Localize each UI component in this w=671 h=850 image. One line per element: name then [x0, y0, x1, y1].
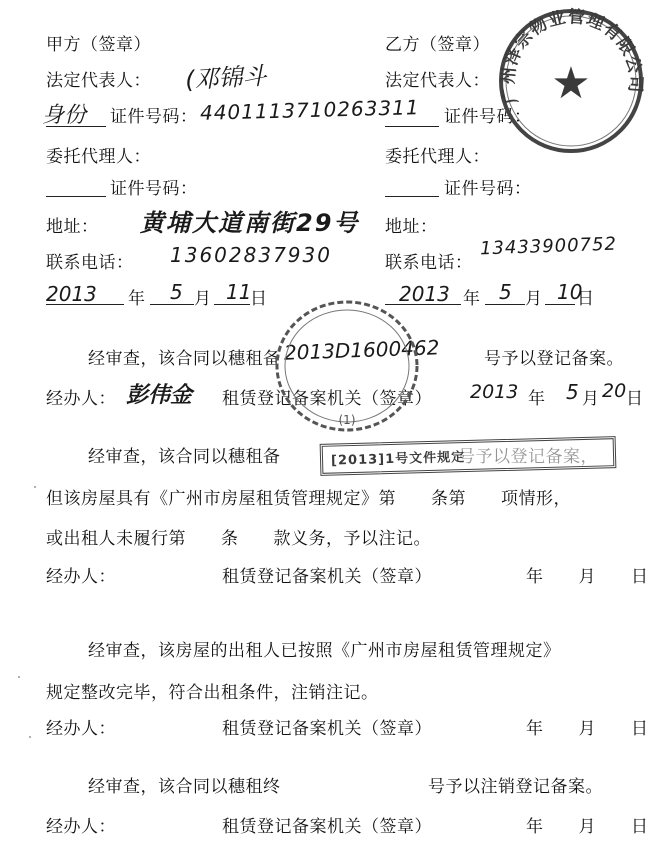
section4-text-after: 号予以注销登记备案。: [428, 777, 603, 797]
section1-date-unit-day: 日: [626, 389, 644, 409]
section2-date: 年 月 日: [526, 567, 649, 587]
party-a-date-unit-day: 日: [250, 289, 268, 309]
section4-text-before: 经审查，该合同以穗租终: [88, 777, 281, 797]
party-a-agent-id-type-underline: [46, 196, 106, 197]
party-a-legal-rep-signature: (邓锦斗: [184, 61, 268, 95]
party-a-id-type-handwritten: 身份: [42, 103, 87, 128]
party-a-date-month-line: [150, 304, 194, 305]
registration-round-seal: [272, 296, 422, 436]
party-a-label: 甲方（签章）: [46, 35, 151, 55]
party-b-phone-label: 联系电话：: [385, 253, 473, 273]
party-a-id-label: 证件号码：: [110, 107, 198, 127]
party-a-id-type-underline: [46, 126, 106, 127]
section3-date: 年 月 日: [526, 719, 649, 739]
party-b-date-day-line: [545, 304, 575, 305]
scan-speck: [29, 736, 31, 738]
section1-text-before: 经审查，该合同以穗租备: [88, 349, 281, 369]
scan-speck: [18, 676, 20, 678]
party-b-agent-label: 委托代理人：: [385, 147, 490, 167]
party-b-address-label: 地址：: [385, 217, 438, 237]
party-a-date-year: 2013: [46, 282, 97, 306]
party-a-date-year-line: [46, 304, 124, 305]
party-a-address-value: 黄埔大道南街29号: [140, 209, 360, 237]
section3-line1: 经审查，该房屋的出租人已按照《广州市房屋租赁管理规定》: [88, 641, 561, 661]
party-a-date-unit-month: 月: [194, 289, 212, 309]
party-a-agent-id-label: 证件号码：: [110, 179, 198, 199]
section1-handwritten-number: 2013D1600462: [283, 335, 440, 365]
party-b-date-month: 5: [499, 280, 512, 304]
party-b-agent-id-label: 证件号码：: [444, 179, 532, 199]
company-seal-star-icon: ★: [551, 58, 591, 109]
party-a-id-value: 4401113710263311: [199, 95, 420, 125]
section1-authority: 租赁登记备案机关（签章）: [222, 389, 432, 409]
section3-line2: 规定整改完毕，符合出租条件，注销注记。: [46, 683, 379, 703]
section1-text-after: 号予以登记备案。: [484, 349, 624, 369]
section1-date-month: 5: [566, 380, 579, 404]
section4-line1: [88, 772, 658, 800]
registration-rect-stamp-text: [2013]1号文件规定: [330, 450, 466, 469]
party-b-id-label: 证件号码：: [444, 107, 532, 127]
party-b-date-year: 2013: [399, 282, 450, 306]
party-a-address-label: 地址：: [46, 217, 99, 237]
section1-date-day: 20: [602, 380, 627, 402]
party-b-date-unit-year: 年: [463, 289, 481, 309]
party-a-phone-value: 13602837930: [170, 243, 332, 267]
party-a-date-month: 5: [170, 280, 183, 304]
company-seal: [496, 6, 646, 156]
section3-handler-label: 经办人：: [46, 719, 116, 739]
section2-text-before: 经审查，该合同以穗租备: [88, 447, 281, 467]
scan-speck: [34, 486, 36, 488]
party-b-date-unit-month: 月: [525, 289, 543, 309]
section1-handler-label: 经办人：: [46, 389, 116, 409]
party-a-phone-label: 联系电话：: [46, 253, 134, 273]
section1-date-unit-year: 年: [528, 389, 546, 409]
party-a-date-day: 11: [226, 280, 252, 304]
registration-round-seal-number: (1): [338, 413, 356, 427]
party-b-legal-rep-label: 法定代表人：: [385, 71, 490, 91]
party-b-date-unit-day: 日: [577, 289, 595, 309]
section1-date-unit-month: 月: [582, 389, 600, 409]
section3-authority: 租赁登记备案机关（签章）: [222, 719, 432, 739]
party-b-date-month-line: [485, 304, 525, 305]
company-seal-text: 广州泽宗物业管理有限公司: [498, 7, 646, 106]
section4-date: 年 月 日: [526, 817, 649, 837]
party-b-label: 乙方（签章）: [385, 35, 490, 55]
section4-authority: 租赁登记备案机关（签章）: [222, 817, 432, 837]
party-b-phone-value: 13433900752: [479, 233, 618, 260]
section2-line2: 但该房屋具有《广州市房屋租赁管理规定》第 条第 项情形，: [46, 489, 571, 509]
party-a-agent-label: 委托代理人：: [46, 147, 151, 167]
section2-line3: 或出租人未履行第 条 款义务，予以注记。: [46, 529, 431, 549]
section4-handler-label: 经办人：: [46, 817, 116, 837]
party-a-date-day-line: [214, 304, 250, 305]
section1-date-year: 2013: [470, 381, 519, 403]
party-a-legal-rep-label: 法定代表人：: [46, 71, 151, 91]
party-a-date-unit-year: 年: [128, 289, 146, 309]
section1-handler-signature: 彭伟金: [126, 383, 193, 408]
section2-handler-label: 经办人：: [46, 567, 116, 587]
party-b-agent-id-type-underline: [385, 196, 439, 197]
party-b-date-day: 10: [557, 280, 583, 304]
party-b-id-type-underline: [385, 126, 439, 127]
section2-authority: 租赁登记备案机关（签章）: [222, 567, 432, 587]
